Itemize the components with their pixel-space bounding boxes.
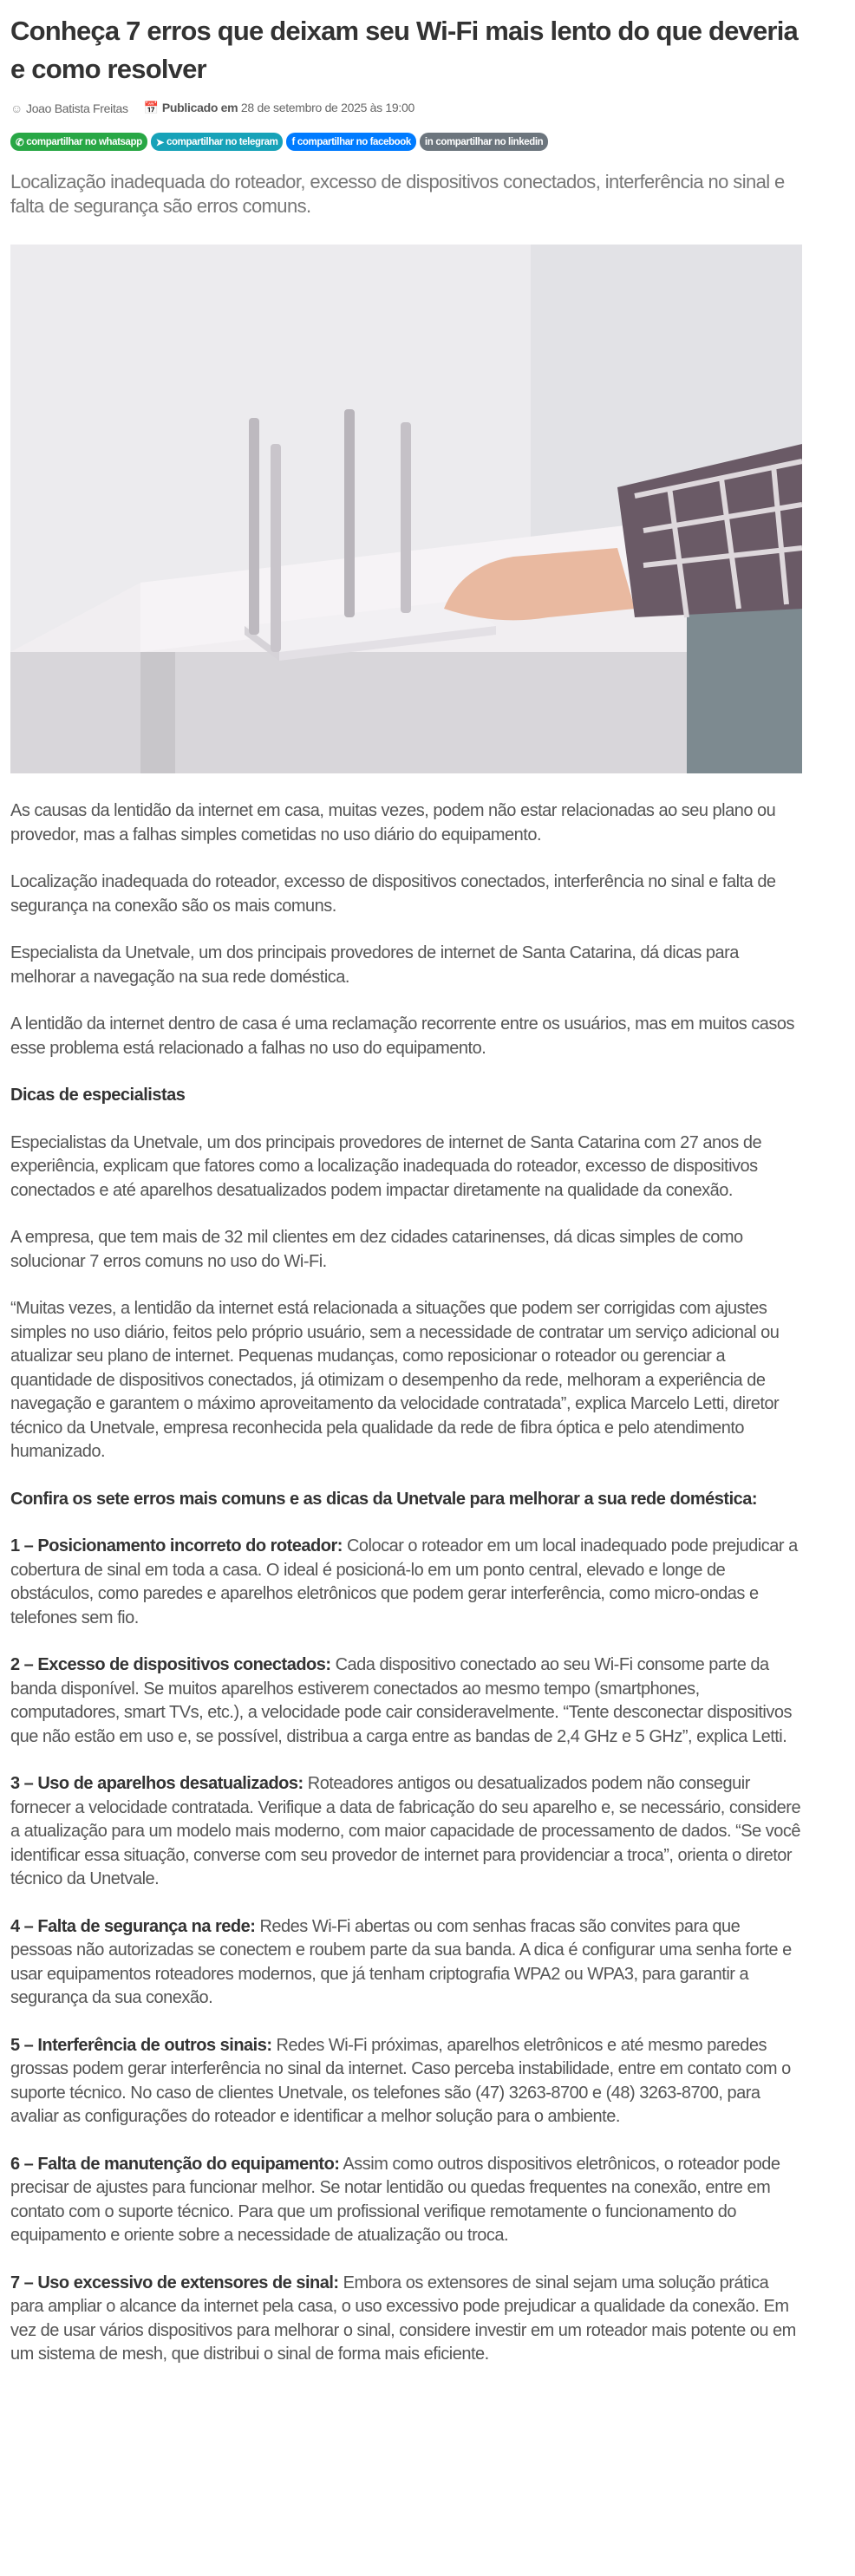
tip-text: Embora os extensores de sinal sejam uma solução prática para ampliar o alcance da internet pela casa, o uso excessivo pode prejudicar a qualidade da conexão. Em vez de usar vários dispositivos para melhorar o sinal, considere investir em um roteador mais potente ou em um sistema de mesh, que distribui o sinal de forma mais eficiente.: [10, 2273, 796, 2364]
share-label: compartilhar no whatsapp: [26, 136, 142, 147]
share-label: compartilhar no facebook: [297, 136, 411, 147]
paragraph: Localização inadequada do roteador, excesso de dispositivos conectados, interferência no sinal e falta de segurança na conexão são os mais comuns.: [10, 872, 776, 916]
share-label: compartilhar no telegram: [166, 136, 278, 147]
user-icon: ☺: [10, 101, 23, 115]
article-meta: [10, 101, 803, 115]
tip-item: [10, 1653, 803, 1749]
share-whatsapp-button[interactable]: [10, 133, 147, 151]
published-date: 28 de setembro de 2025 às 19:00: [240, 101, 414, 114]
tip-item: [10, 2153, 803, 2248]
quote-paragraph: “Muitas vezes, a lentidão da internet está relacionada a situações que podem ser corrigidas com ajustes simples no uso diário, feitos pelo próprio usuário, sem a necessidade de contratar um serviço adicional ou atualizar seu plano de internet. Pequenas mudanças, como reposicionar o roteador ou gerenciar a quantidade de dispositivos conectados, já otimizam o desempenho da rede, melhoram a experiência de navegação e garantem o máximo aproveitamento da velocidade contratada”, explica Marcelo Letti, diretor técnico da Unetvale, empresa reconhecida pela qualidade da rede de fibra óptica e pelo atendimento humanizado.: [10, 1299, 780, 1461]
share-telegram-button[interactable]: [151, 133, 284, 151]
whatsapp-icon: ✆: [16, 137, 24, 148]
tip-item: [10, 2034, 803, 2129]
tip-title: 4 – Falta de segurança na rede:: [10, 1916, 256, 1936]
published-label: Publicado em: [161, 101, 238, 114]
tip-text: Colocar o roteador em um local inadequado pode prejudicar a cobertura de sinal em toda a casa. O ideal é posicioná-lo em um ponto central, elevado e longe de obstáculos, como paredes e aparelhos eletrônicos que podem gerar interferência, como micro-ondas e telefones sem fio.: [10, 1536, 798, 1627]
tip-title: 6 – Falta de manutenção do equipamento:: [10, 2154, 340, 2174]
tip-item: [10, 1772, 803, 1892]
tip-text: Roteadores antigos ou desatualizados podem não conseguir fornecer a velocidade contratada. Verifique a data de fabricação do seu aparelho e, se necessário, considere a atualização para um modelo mais moderno, com maior capacidade de processamento de dados. “Se você identificar essa situação, converse com seu provedor de internet para providenciar a troca”, orienta o diretor técnico da Unetvale.: [10, 1774, 801, 1888]
section-heading: Confira os sete erros mais comuns e as dicas da Unetvale para melhorar a sua rede doméstica:: [10, 1489, 758, 1509]
tip-title: 5 – Interferência de outros sinais:: [10, 2035, 272, 2055]
share-label: compartilhar no linkedin: [435, 136, 544, 147]
paragraph: Especialistas da Unetvale, um dos principais provedores de internet de Santa Catarina com 27 anos de experiência, explicam que fatores como a localização inadequada do roteador, excesso de dispositivos conectados e até aparelhos desatualizados podem impactar diretamente na qualidade da conexão.: [10, 1132, 762, 1200]
tip-item: [10, 1535, 803, 1630]
tip-text: Redes Wi-Fi próximas, aparelhos eletrônicos e até mesmo paredes grossas podem gerar interferência no sinal da internet. Caso perceba instabilidade, entre em contato com o suporte técnico. No caso de clientes Unetvale, os telefones são (47) 3263-8700 e (48) 3263-8700, para avaliar as configurações do roteador e identificar a melhor solução para o ambiente.: [10, 2035, 791, 2126]
share-buttons: [10, 133, 803, 151]
paragraph: As causas da lentidão da internet em casa, muitas vezes, podem não estar relacionadas ao seu plano ou provedor, mas a falhas simples cometidas no uso diário do equipamento.: [10, 801, 776, 845]
paragraph: A empresa, que tem mais de 32 mil clientes em dez cidades catarinenses, dá dicas simples de como solucionar 7 erros comuns no uso do Wi-Fi.: [10, 1228, 743, 1271]
facebook-icon: f: [291, 136, 295, 147]
tip-item: [10, 1915, 803, 2011]
paragraph: A lentidão da internet dentro de casa é uma reclamação recorrente entre os usuários, mas em muitos casos esse problema está relacionado a falhas no uso do equipamento.: [10, 1014, 795, 1058]
share-facebook-button[interactable]: [286, 133, 415, 151]
author-name: Joao Batista Freitas: [26, 101, 128, 115]
calendar-icon: 📅: [143, 101, 159, 114]
hero-image: [10, 245, 802, 773]
paragraph: Especialista da Unetvale, um dos principais provedores de internet de Santa Catarina, dá dicas para melhorar a navegação na sua rede doméstica.: [10, 943, 739, 987]
article-body: [10, 799, 803, 2367]
tip-text: Cada dispositivo conectado ao seu Wi-Fi consome parte da banda disponível. Se muitos aparelhos estiverem conectados ao mesmo tempo (smartphones, computadores, smart TVs, etc.), a velocidade pode cair consideravelmente. “Tente desconectar dispositivos que não estão em uso e, se possível, distribua a carga entre as bandas de 2,4 GHz e 5 GHz”, explica Letti.: [10, 1655, 792, 1746]
tip-title: 3 – Uso de aparelhos desatualizados:: [10, 1774, 303, 1793]
share-linkedin-button[interactable]: [420, 133, 548, 151]
article-lead: Localização inadequada do roteador, excesso de dispositivos conectados, interferência no sinal e falta de segurança são erros comuns.: [10, 171, 785, 217]
section-heading: Dicas de especialistas: [10, 1086, 186, 1105]
tip-item: [10, 2272, 803, 2367]
published: [144, 101, 414, 115]
linkedin-icon: in: [424, 136, 434, 147]
author: [10, 101, 128, 115]
tip-text: Assim como outros dispositivos eletrônicos, o roteador pode precisar de ajustes para funcionar melhor. Se notar lentidão ou quedas frequentes na conexão, entre em contato com o suporte técnico. Para que um profissional verifique remotamente o funcionamento do equipamento e oriente sobre a necessidade de atualização ou troca.: [10, 2154, 780, 2245]
telegram-icon: ➤: [155, 137, 165, 148]
tip-title: 7 – Uso excessivo de extensores de sinal:: [10, 2273, 339, 2292]
tip-title: 2 – Excesso de dispositivos conectados:: [10, 1655, 331, 1674]
article-title: Conheça 7 erros que deixam seu Wi-Fi mais lento do que deveria e como resolver: [10, 16, 798, 84]
tip-text: Redes Wi-Fi abertas ou com senhas fracas são convites para que pessoas não autorizadas se conectem e roubem parte da sua banda. A dica é configurar uma senha forte e usar equipamentos roteadores modernos, que já tenham criptografia WPA2 ou WPA3, para garantir a segurança da sua conexão.: [10, 1916, 792, 2007]
tip-title: 1 – Posicionamento incorreto do roteador:: [10, 1536, 343, 1555]
